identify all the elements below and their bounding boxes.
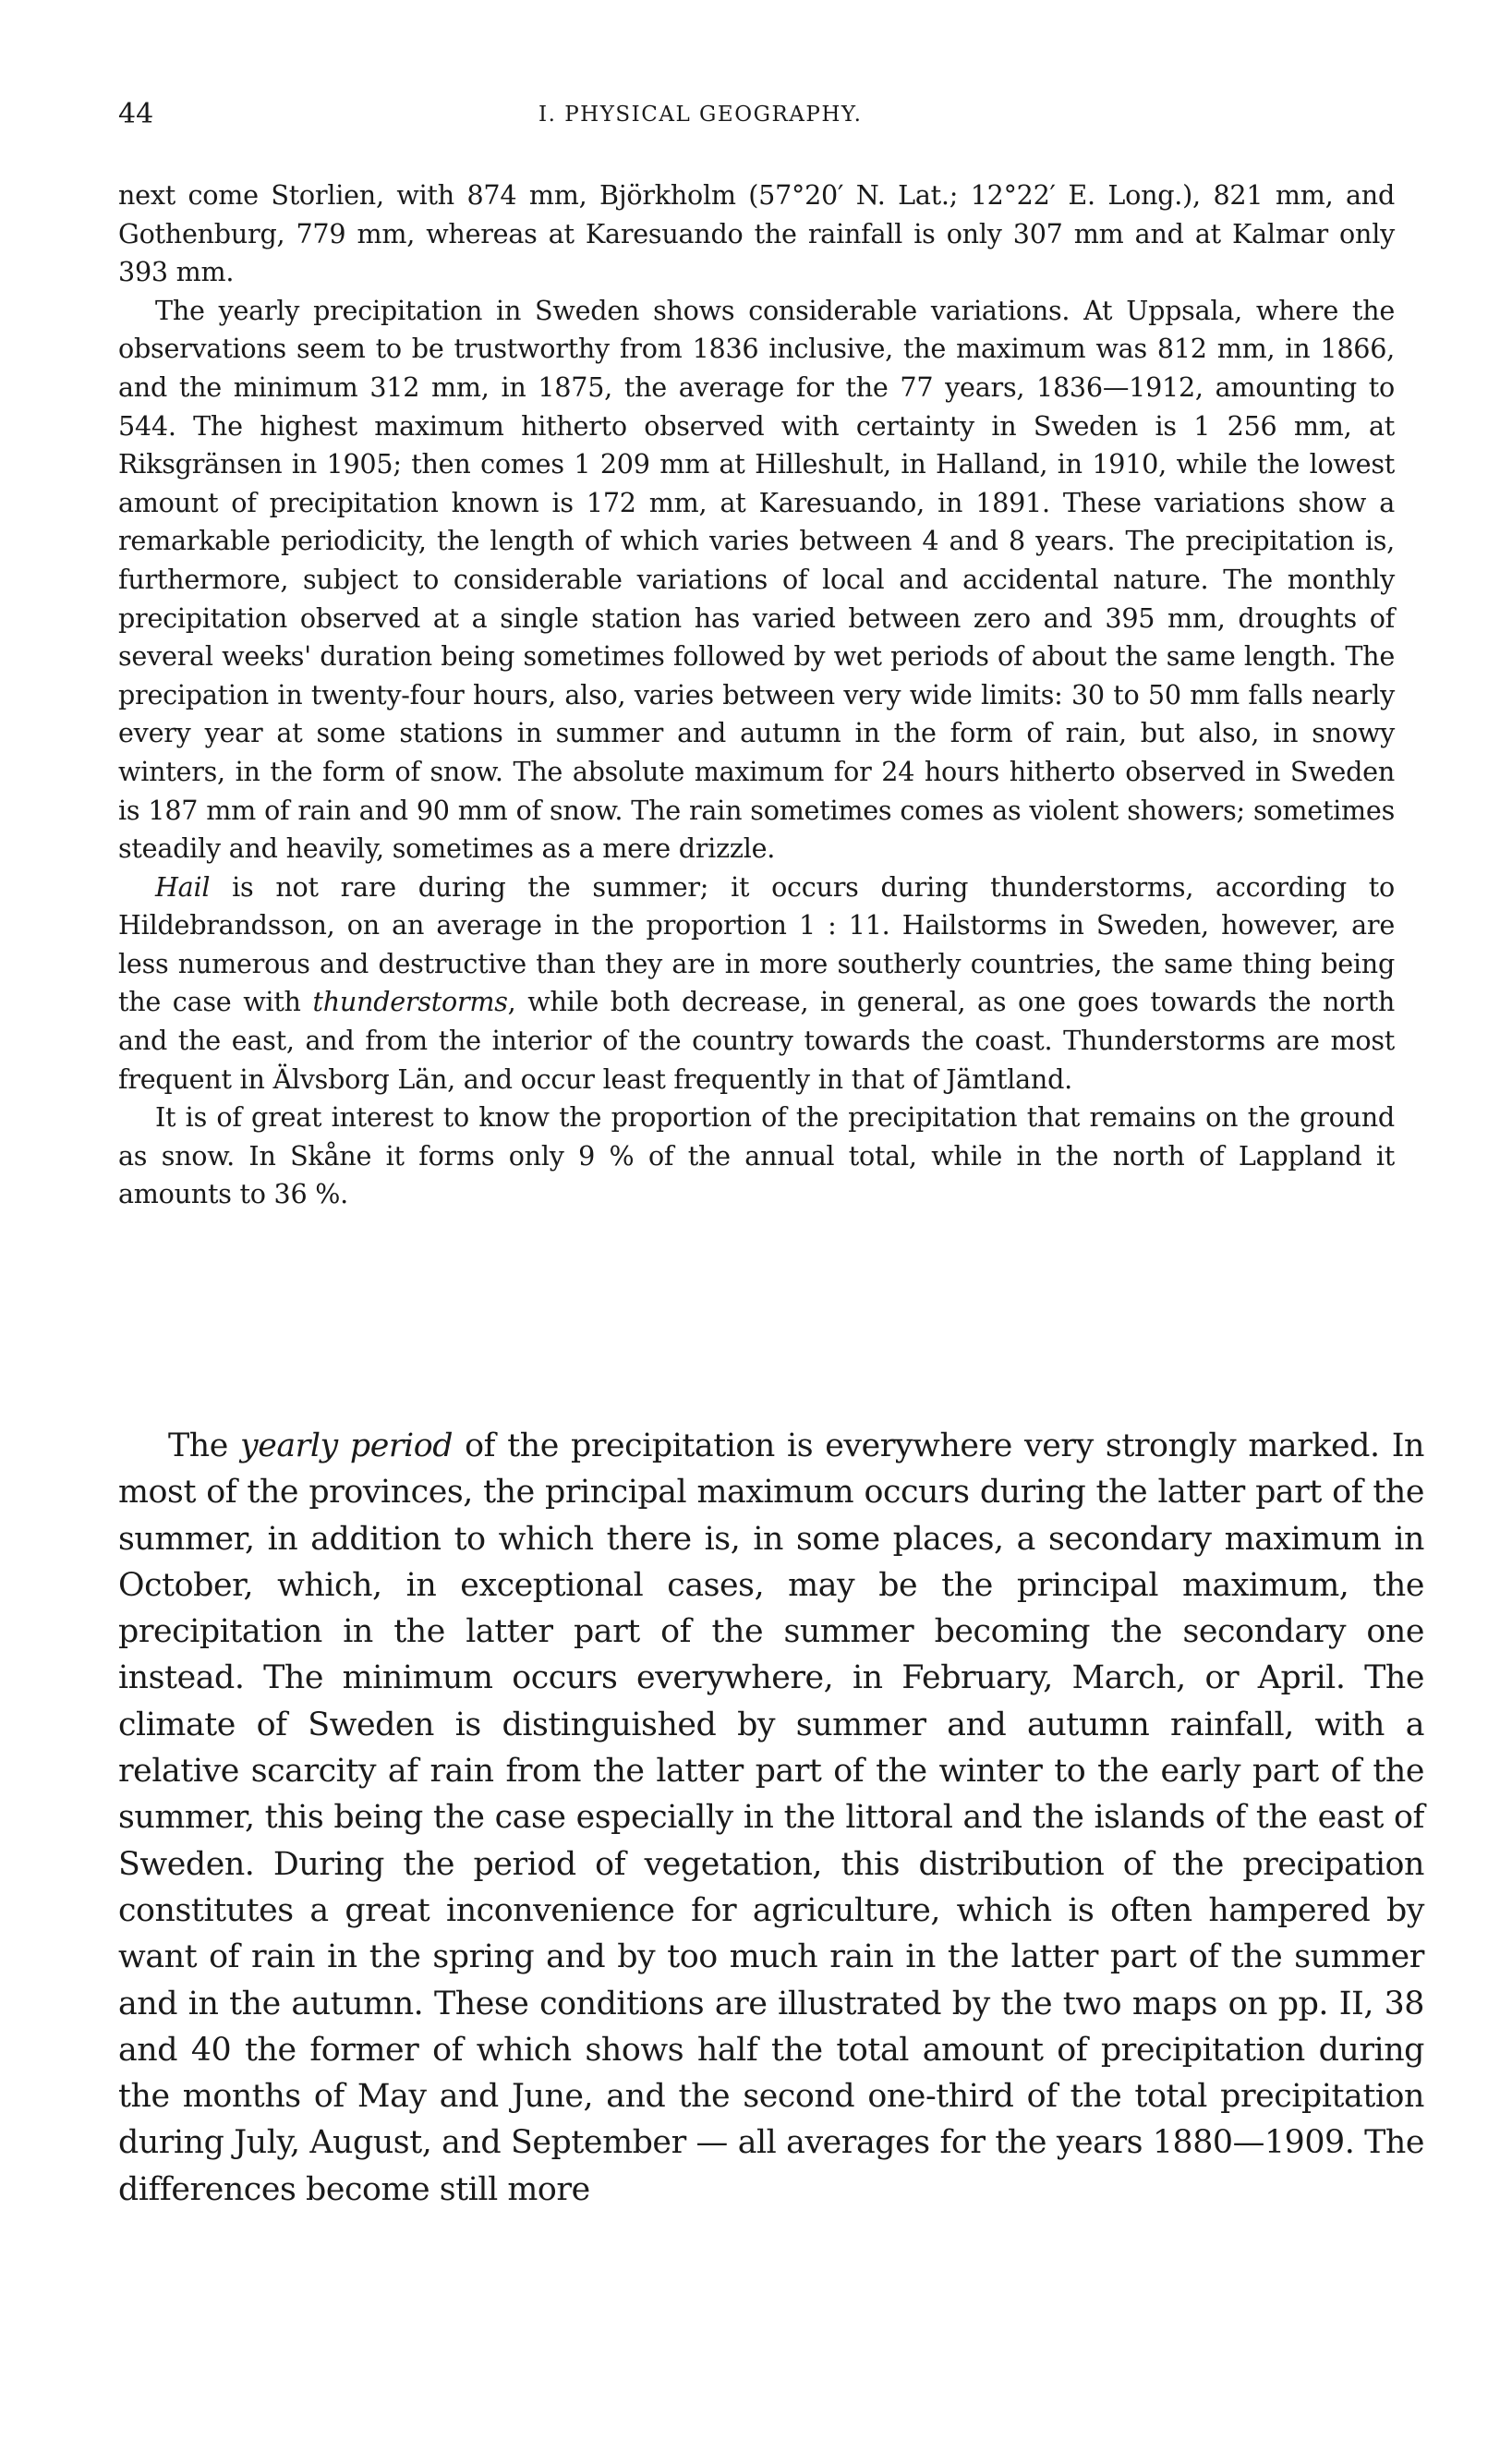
paragraph-yearly-variations [118,292,1395,868]
small-print-section [118,176,1395,1214]
text-run: The [168,1427,241,1464]
text-run: next come Storlien, with 874 mm, Björkholm (57°20′ N. Lat.; 12°22′ E. Long.), 821 mm, and Gothenburg, 779 mm, whereas at Karesuando the rainfall is only 307 mm and at Kalmar only 393 mm. [118,179,1395,288]
paragraph-hail-thunderstorms [118,868,1395,1099]
paragraph-yearly-period [118,1423,1424,2213]
page-number: 44 [118,98,154,130]
italic-term: Hail [155,870,211,903]
paragraph-snow-proportion [118,1099,1395,1214]
italic-term: yearly period [240,1427,454,1464]
text-run: , while both decrease, in general, as one goes towards the north and the east, and from the interior of the country towards the coast. Thunderstorms are most frequent in Älvsborg Län, and occur least frequently in that of Jämtland. [118,986,1395,1095]
text-run: The yearly precipitation in Sweden shows considerable variations. At Uppsala, where the observations seem to be trustworthy from 1836 inclusive, the maximum was 812 mm, in 1866, and the minimum 312 mm, in 1875, the average for the 77 years, 1836—1912, amounting to 544. The highest maximum hitherto observed with certainty in Sweden is 1 256 mm, at Riksgränsen in 1905; then comes 1 209 mm at Hilleshult, in Halland, in 1910, while the lowest amount of precipitation known is 172 mm, at Karesuando, in 1891. These variations show a remarkable periodicity, the length of which varies between 4 and 8 years. The precipitation is, furthermore, subject to considerable variations of local and accidental nature. The monthly precipitation observed at a single station has varied between zero and 395 mm, droughts of several weeks' duration being sometimes followed by wet periods of about the same length. The precipation in twenty-four hours, also, varies between very wide limits: 30 to 50 mm falls nearly every year at some stations in summer and autumn in the form of rain, but also, in snowy winters, in the form of snow. The absolute maximum for 24 hours hitherto observed in Sweden is 187 mm of rain and 90 mm of snow. The rain sometimes comes as violent showers; sometimes steadily and heavily, sometimes as a mere drizzle. [118,294,1395,865]
page-header [118,96,1395,133]
text-run: of the precipitation is everywhere very strongly marked. In most of the provinces, the principal maximum occurs during the latter part of the summer, in addition to which there is, in some places, a secondary maximum in October, which, in exceptional cases, may be the principal maximum, the precipitation in the latter part of the summer becoming the secondary one instead. The minimum occurs everywhere, in February, March, or April. The climate of Sweden is distinguished by summer and autumn rainfall, with a relative scarcity af rain from the latter part of the winter to the early part of the summer, this being the case especially in the littoral and the islands of the east of Sweden. During the period of vegetation, this distribution of the precipation constitutes a great inconvenience for agriculture, which is often hampered by want of rain in the spring and by too much rain in the latter part of the summer and in the autumn. These conditions are illustrated by the two maps on pp. II, 38 and 40 the former of which shows half the total amount of precipitation during the months of May and June, and the second one-third of the total precipitation during July, August, and September — all averages for the years 1880—1909. The differences become still more [118,1427,1424,2208]
paragraph-rainfall-stations [118,176,1395,292]
main-text-section [118,1423,1424,2213]
running-head: I. PHYSICAL GEOGRAPHY. [538,103,863,127]
italic-term: thunderstorms [312,986,508,1018]
text-run: is not rare during the summer; it occurs during thunderstorms, according to Hildebrandsson, on an average in the proportion 1 : 11. Hailstorms in Sweden, however, are less numerous and destructive than they are in more southerly countries, the same thing being the case with [118,870,1395,1018]
text-run: It is of great interest to know the proportion of the precipitation that remains on the ground as snow. In Skåne it forms only 9 % of the annual total, while in the north of Lappland it amounts to 36 %. [118,1101,1395,1210]
